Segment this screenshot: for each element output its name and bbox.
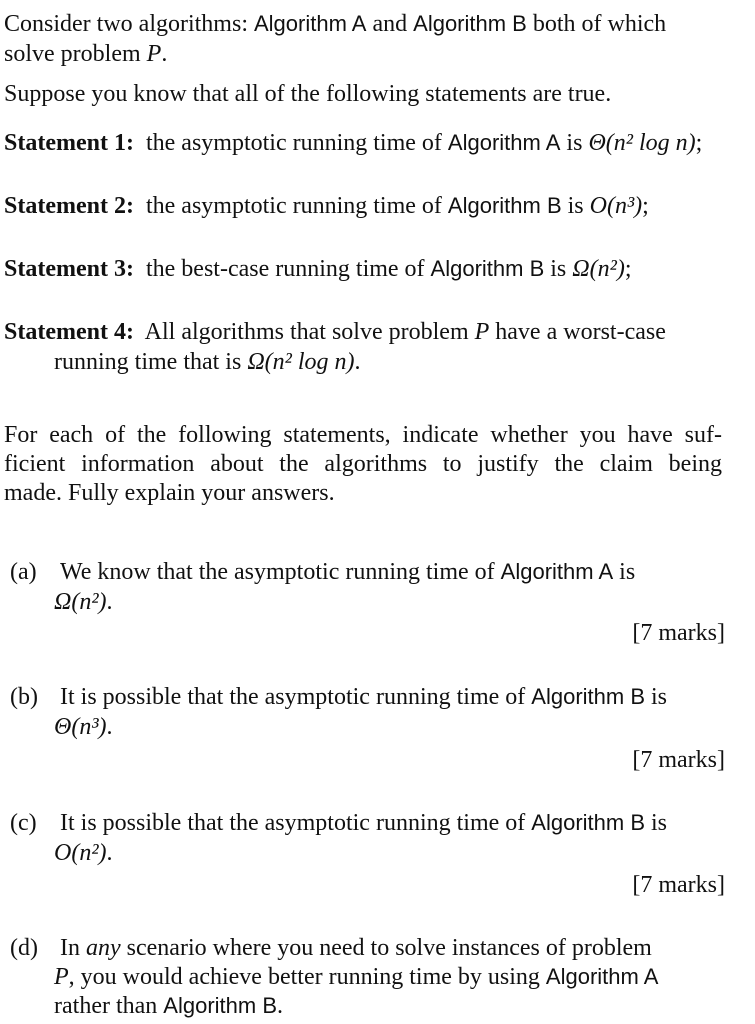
part-b-math: Θ(n³). <box>54 714 113 740</box>
part-d: (d) In any scenario where you need to solve instances of problem <box>10 935 652 961</box>
part-a-math: Ω(n²). <box>54 589 113 615</box>
statement-1: Statement 1: the asymptotic running time of Algorithm A is Θ(n² log n); <box>4 130 703 156</box>
part-c: (c) It is possible that the asymptotic running time of Algorithm B is <box>10 810 668 836</box>
part-a: (a) We know that the asymptotic running time of Algorithm A is <box>10 559 636 585</box>
intro-line-2: solve problem P. <box>4 41 168 67</box>
instructions-line-1: For each of the following statements, indicate whether you have suf- <box>4 422 722 448</box>
instructions-line-3: made. Fully explain your answers. <box>4 480 335 506</box>
statement-4: Statement 4: All algorithms that solve problem P have a worst-case <box>4 319 666 345</box>
part-d-line-2: P, you would achieve better running time by using Algorithm A <box>54 964 659 990</box>
part-c-math: O(n²). <box>54 840 113 866</box>
instructions-line-2: ficient information about the algorithms to justify the claim being <box>4 451 722 477</box>
part-c-marks: [7 marks] <box>632 872 725 898</box>
part-a-marks: [7 marks] <box>632 620 725 646</box>
part-b: (b) It is possible that the asymptotic running time of Algorithm B is <box>10 684 668 710</box>
statement-2: Statement 2: the asymptotic running time of Algorithm B is O(n³); <box>4 193 649 219</box>
part-b-marks: [7 marks] <box>632 747 725 773</box>
statement-3: Statement 3: the best-case running time of Algorithm B is Ω(n²); <box>4 256 632 282</box>
statement-4-cont: running time that is Ω(n² log n). <box>54 349 361 375</box>
intro-line-3: Suppose you know that all of the following statements are true. <box>4 81 612 107</box>
part-d-line-3: rather than Algorithm B. <box>54 993 283 1019</box>
intro-line-1: Consider two algorithms: Algorithm A and Algorithm B both of which <box>4 11 667 37</box>
